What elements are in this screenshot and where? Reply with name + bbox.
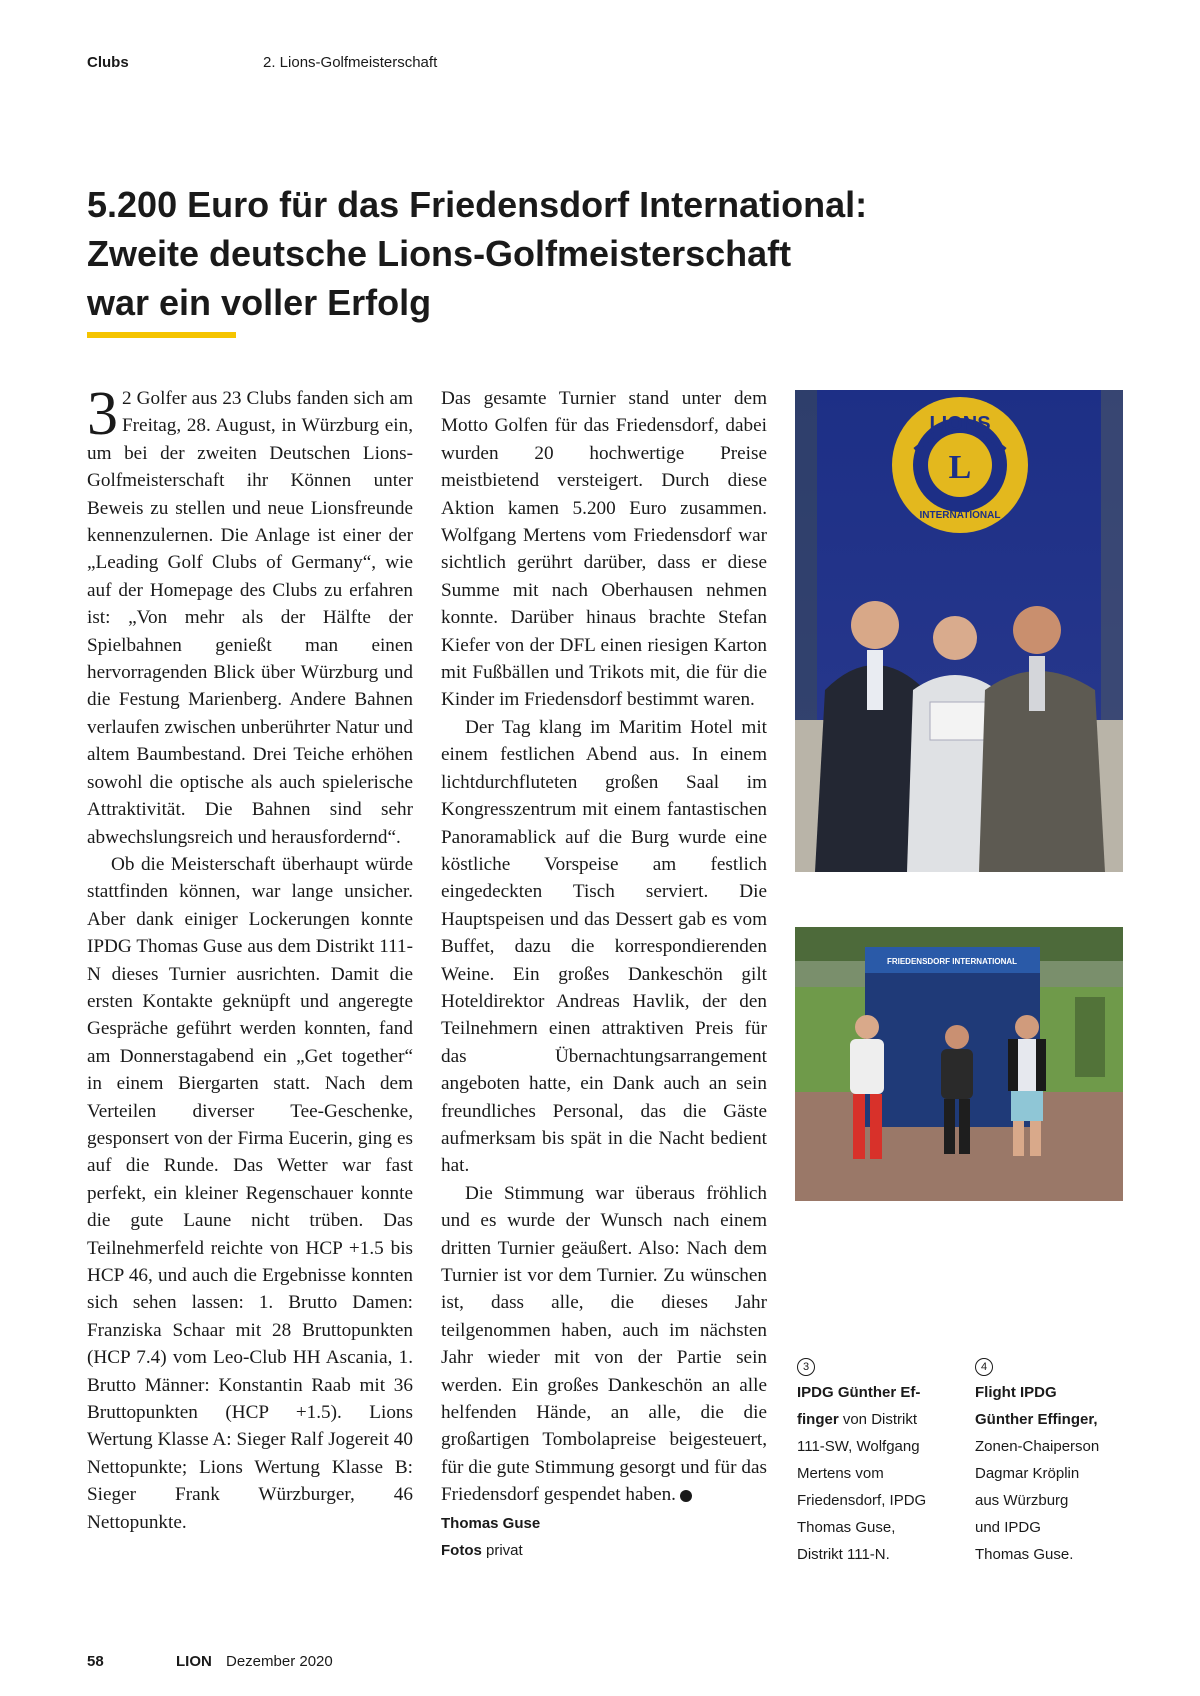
accent-rule <box>87 332 236 338</box>
caption-line: Günther Effinger, <box>975 1411 1098 1428</box>
article-column-2 <box>441 385 767 1509</box>
emblem-text-top: LIONS <box>929 413 991 435</box>
emblem-letter: L <box>948 449 972 486</box>
article-headline <box>87 180 987 327</box>
caption-line: Thomas Guse, <box>797 1519 896 1536</box>
paragraph: Ob die Meisterschaft überhaupt würde stattfinden können, war lange unsicher. Aber dank einiger Lockerungen konnte IPDG Thomas Guse aus dem Distrikt 111-N dieses Turnier ausrichten. Damit die ersten Kontakte geknüpft und angeregte Gespräche geführt werden konnten, fand am Donnerstagabend ein „Get together“ in einem Biergarten statt. Nach dem Verteilen diverser Tee-Geschenke, gesponsert von der Firma Eucerin, ging es auf die Runde. Das Wetter war fast perfekt, ein kleiner Regenschauer konnte die gute Laune nicht trüben. Das Teilnehmerfeld reichte von HCP +1.5 bis HCP 46, und auch die Ergebnisse konnten sich sehen lassen: 1. Brutto Damen: Franziska Schaar mit 28 Bruttopunkten (HCP 7.4) vom Leo-Club HH Ascania, 1. Brutto Männer: Konstantin Raab mit 36 Bruttopunkten (HCP +1.5). Lions Wertung Klasse A: Sieger Ralf Jogereit 40 Nettopunkte; Lions Wertung Klasse B: Sieger Frank Würzburger, 46 Nettopunkte. <box>87 853 413 1533</box>
caption-number-4-icon: 4 <box>975 1358 993 1376</box>
caption-4 <box>975 1352 1135 1568</box>
caption-line: Friedensdorf, IPDG <box>797 1492 927 1509</box>
topic-label: 2. Lions-Golfmeisterschaft <box>263 54 438 71</box>
section-label: Clubs <box>87 54 129 71</box>
caption-number-3-icon: 3 <box>797 1358 815 1376</box>
photo-lions-banner-group <box>795 390 1123 872</box>
caption-line: 111-SW, Wolfgang <box>797 1438 920 1455</box>
caption-line: Distrikt 111-N. <box>797 1546 890 1563</box>
paragraph-text: 2 Golfer aus 23 Clubs fanden sich am Freitag, 28. August, in Würzburg ein, um bei der zweiten Deutschen Lions-Golfmeisterschaft ihr Können unter Beweis zu stellen und neue Lionsfreunde kennenzulernen. Die Anlage ist einer der „Leading Golf Clubs of Germany“, wie auf der Homepage des Clubs zu erfahren ist: „Von mehr als der Hälfte der Spielbahnen genießt man einen hervorragenden Blick über Würzburg und die Festung Marienberg. Andere Bahnen verlaufen zwischen unberührter Natur und altem Baumbestand. Drei Teiche erhöhen sowohl die optische als auch spielerische Attraktivität. Die Bahnen sind sehr abwechslungsreich und herausfordernd“. <box>87 388 413 848</box>
caption-3 <box>797 1352 957 1568</box>
photo-credit <box>441 1537 540 1564</box>
paragraph <box>87 380 413 851</box>
caption-text: von Distrikt <box>838 1411 918 1428</box>
caption-line: aus Würzburg <box>975 1492 1069 1509</box>
photo-credit-label: Fotos <box>441 1542 482 1559</box>
page-number: 58 <box>87 1653 104 1670</box>
headline-line-1: 5.200 Euro für das Friedensdorf International: <box>87 184 868 225</box>
byline <box>441 1510 540 1564</box>
emblem-text-bottom: INTERNATIONAL <box>919 510 1001 521</box>
paragraph: Das gesamte Turnier stand unter dem Motto Golfen für das Friedensdorf, dabei wurden 20 hochwertige Preise meistbietend versteigert. Durch diese Aktion kamen 5.200 Euro zusammen. Wolfgang Mertens vom Friedensdorf war sichtlich gerührt darüber, dass er diese Summe mit nach Oberhausen nehmen konnte. Darüber hinaus brachte Stefan Kiefer von der DFL einen riesigen Karton mit Fußbällen und Trikots mit, die für die Kinder im Friedensdorf bestimmt waren. <box>441 388 767 711</box>
paragraph-text: Die Stimmung war überaus fröhlich und es wurde der Wunsch nach einem dritten Turnier geäußert. Also: Nach dem Turnier ist vor dem Turnier. Zu wünschen ist, dass alle, die dieses Jahr teilgenommen haben, auch im nächsten Jahr wieder mit von der Partie sein werden. Ein großes Dankeschön an alle helfenden Hände, an alle, die die großartigen Tombolapreise beigesteuert, für die gute Stimmung gesorgt und für das Friedensdorf gespendet haben. <box>441 1182 767 1506</box>
lion-end-mark-icon: L <box>680 1490 692 1502</box>
caption-bold: finger <box>797 1411 839 1428</box>
headline-line-2: Zweite deutsche Lions-Golfmeisterschaft <box>87 233 792 274</box>
caption-line: Dagmar Kröplin <box>975 1465 1080 1482</box>
caption-line: Flight IPDG <box>975 1384 1057 1401</box>
photo-golf-group <box>795 927 1123 1201</box>
caption-line: Zonen-Chaiperson <box>975 1438 1100 1455</box>
caption-line: und IPDG <box>975 1519 1041 1536</box>
paragraph: Der Tag klang im Maritim Hotel mit einem festlichen Abend aus. In einem lichtdurchfluteten großen Saal im Kongresszentrum mit einem fantastischen Panoramablick auf die Burg wurde eine köstliche Vorspeise am festlich eingedeckten Tisch serviert. Die Hauptspeisen und das Dessert gab es vom Buffet, dazu die korrespondierenden Weine. Ein großes Dankeschön gilt Hoteldirektor Andreas Havlik, der den Teilnehmern einen attraktiven Preis für das Übernachtungsarrangement angeboten hatte, ein Dank auch an sein freundliches Personal, das die Gäste aufmerksam bis spät in die Nacht bedient hat. <box>441 716 767 1177</box>
photo-credit-value: privat <box>486 1542 523 1559</box>
caption-line <box>797 1406 957 1433</box>
author-name: Thomas Guse <box>441 1515 541 1532</box>
issue-date: Dezember 2020 <box>226 1653 333 1670</box>
headline-line-3: war ein voller Erfolg <box>87 282 432 323</box>
caption-line: Mertens vom <box>797 1465 884 1482</box>
paragraph <box>441 1180 767 1509</box>
caption-line: IPDG Günther Ef- <box>797 1384 921 1401</box>
banner-text: FRIEDENSDORF INTERNATIONAL <box>886 957 1018 966</box>
article-column-1 <box>87 380 413 1536</box>
drop-cap: 3 <box>87 380 118 448</box>
magazine-name: LION <box>176 1653 212 1670</box>
caption-line: Thomas Guse. <box>975 1546 1074 1563</box>
